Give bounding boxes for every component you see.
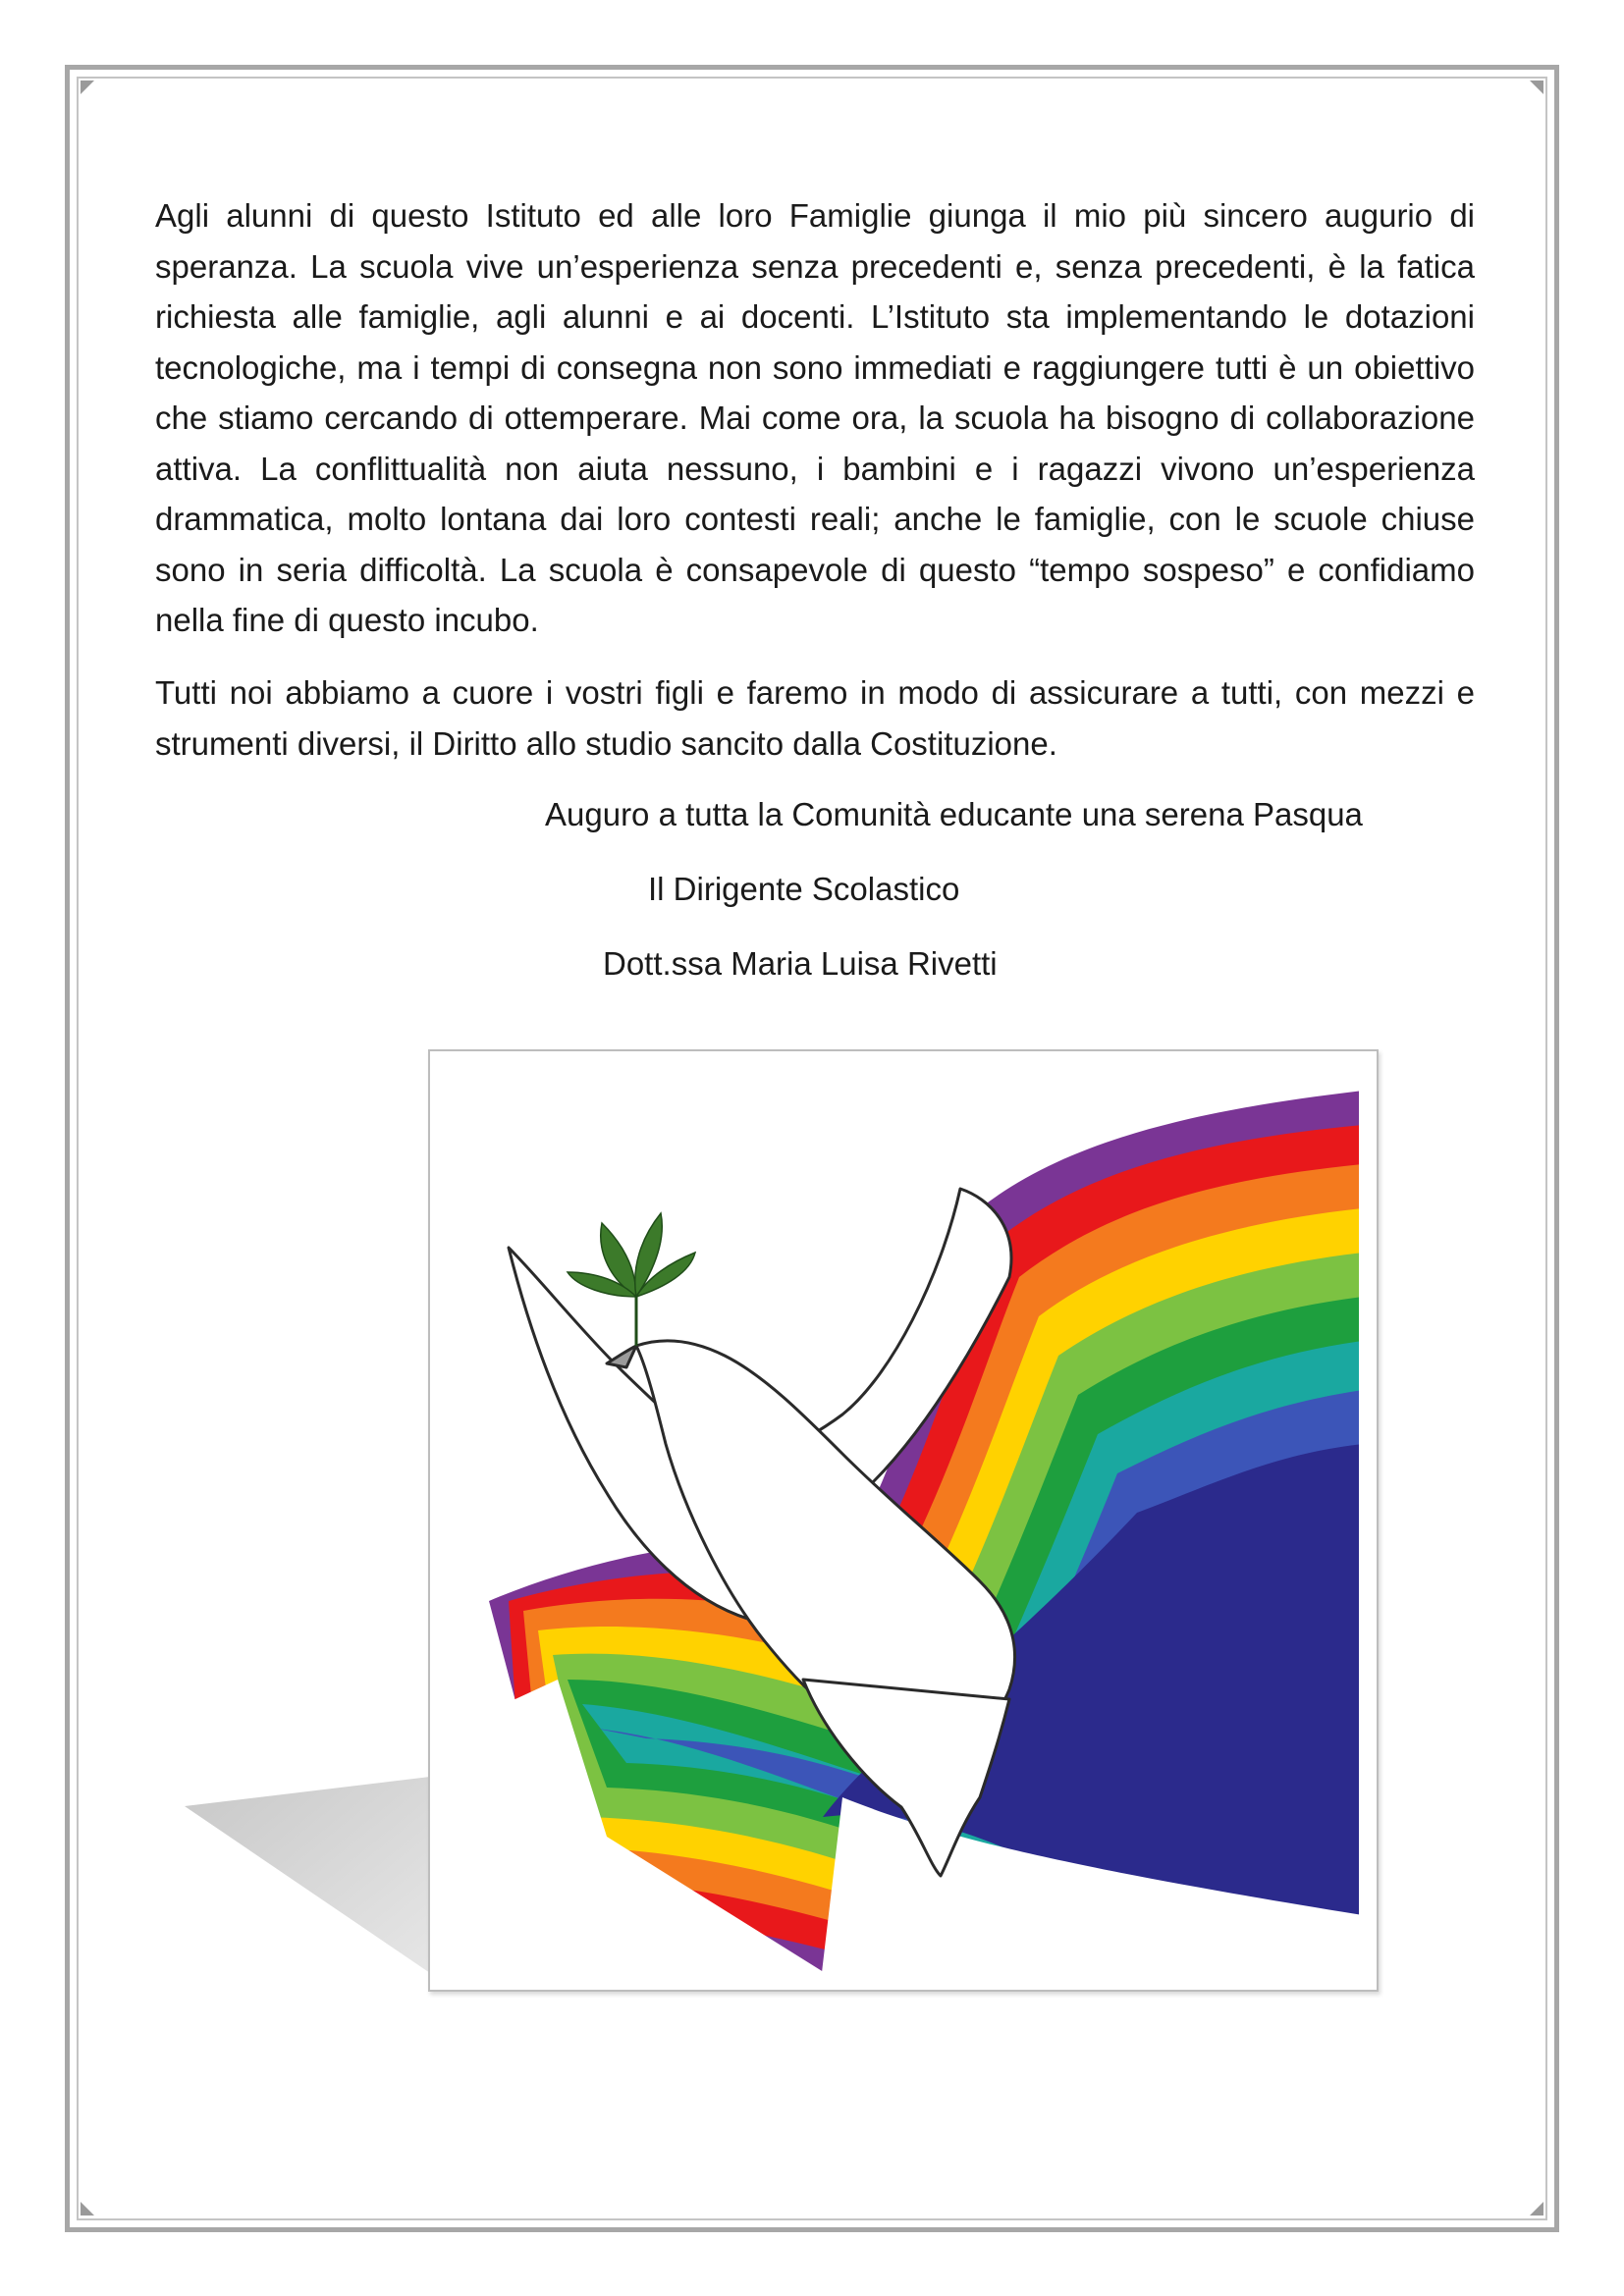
corner-ornament-bottom-right [1530, 2202, 1543, 2216]
signature-name: Dott.ssa Maria Luisa Rivetti [603, 945, 998, 982]
corner-ornament-top-right [1530, 80, 1543, 94]
dove-rainbow-illustration [428, 1049, 1379, 1992]
corner-ornament-top-left [81, 80, 94, 94]
signature-role: Il Dirigente Scolastico [648, 871, 960, 907]
corner-ornament-bottom-left [81, 2202, 94, 2216]
olive-branch-icon [568, 1213, 695, 1346]
letter-paragraph-1: Agli alunni di questo Istituto ed alle loro Famiglie giunga il mio più sincero augurio di speranza. La scuola vive un’esperienza senza precedenti e, senza precedenti, è la fatica richiesta alle famiglie, agli alunni e ai docenti. L’Istituto sta implementando le dotazioni tecnologiche, ma i tempi di consegna non sono immediati e raggiungere tutti è un obiettivo che stiamo cercando di ottemperare. Mai come ora, la scuola ha bisogno di collaborazione attiva. La conflittualità non aiuta nessuno, i bambini e i ragazzi vivono un’esperienza drammatica, molto lontana dai loro contesti reali; anche le famiglie, con le scuole chiuse sono in seria difficoltà. La scuola è consapevole di questo “tempo sospeso” e confidiamo nella fine di questo incubo. [155, 197, 1475, 638]
peace-dove-image [430, 1051, 1377, 1990]
letter-paragraph-2: Tutti noi abbiamo a cuore i vostri figli e faremo in modo di assicurare a tutti, con mezzi e strumenti diversi, il Diritto allo studio sancito dalla Costituzione. [155, 674, 1475, 762]
easter-greeting: Auguro a tutta la Comunità educante una serena Pasqua [545, 796, 1363, 832]
